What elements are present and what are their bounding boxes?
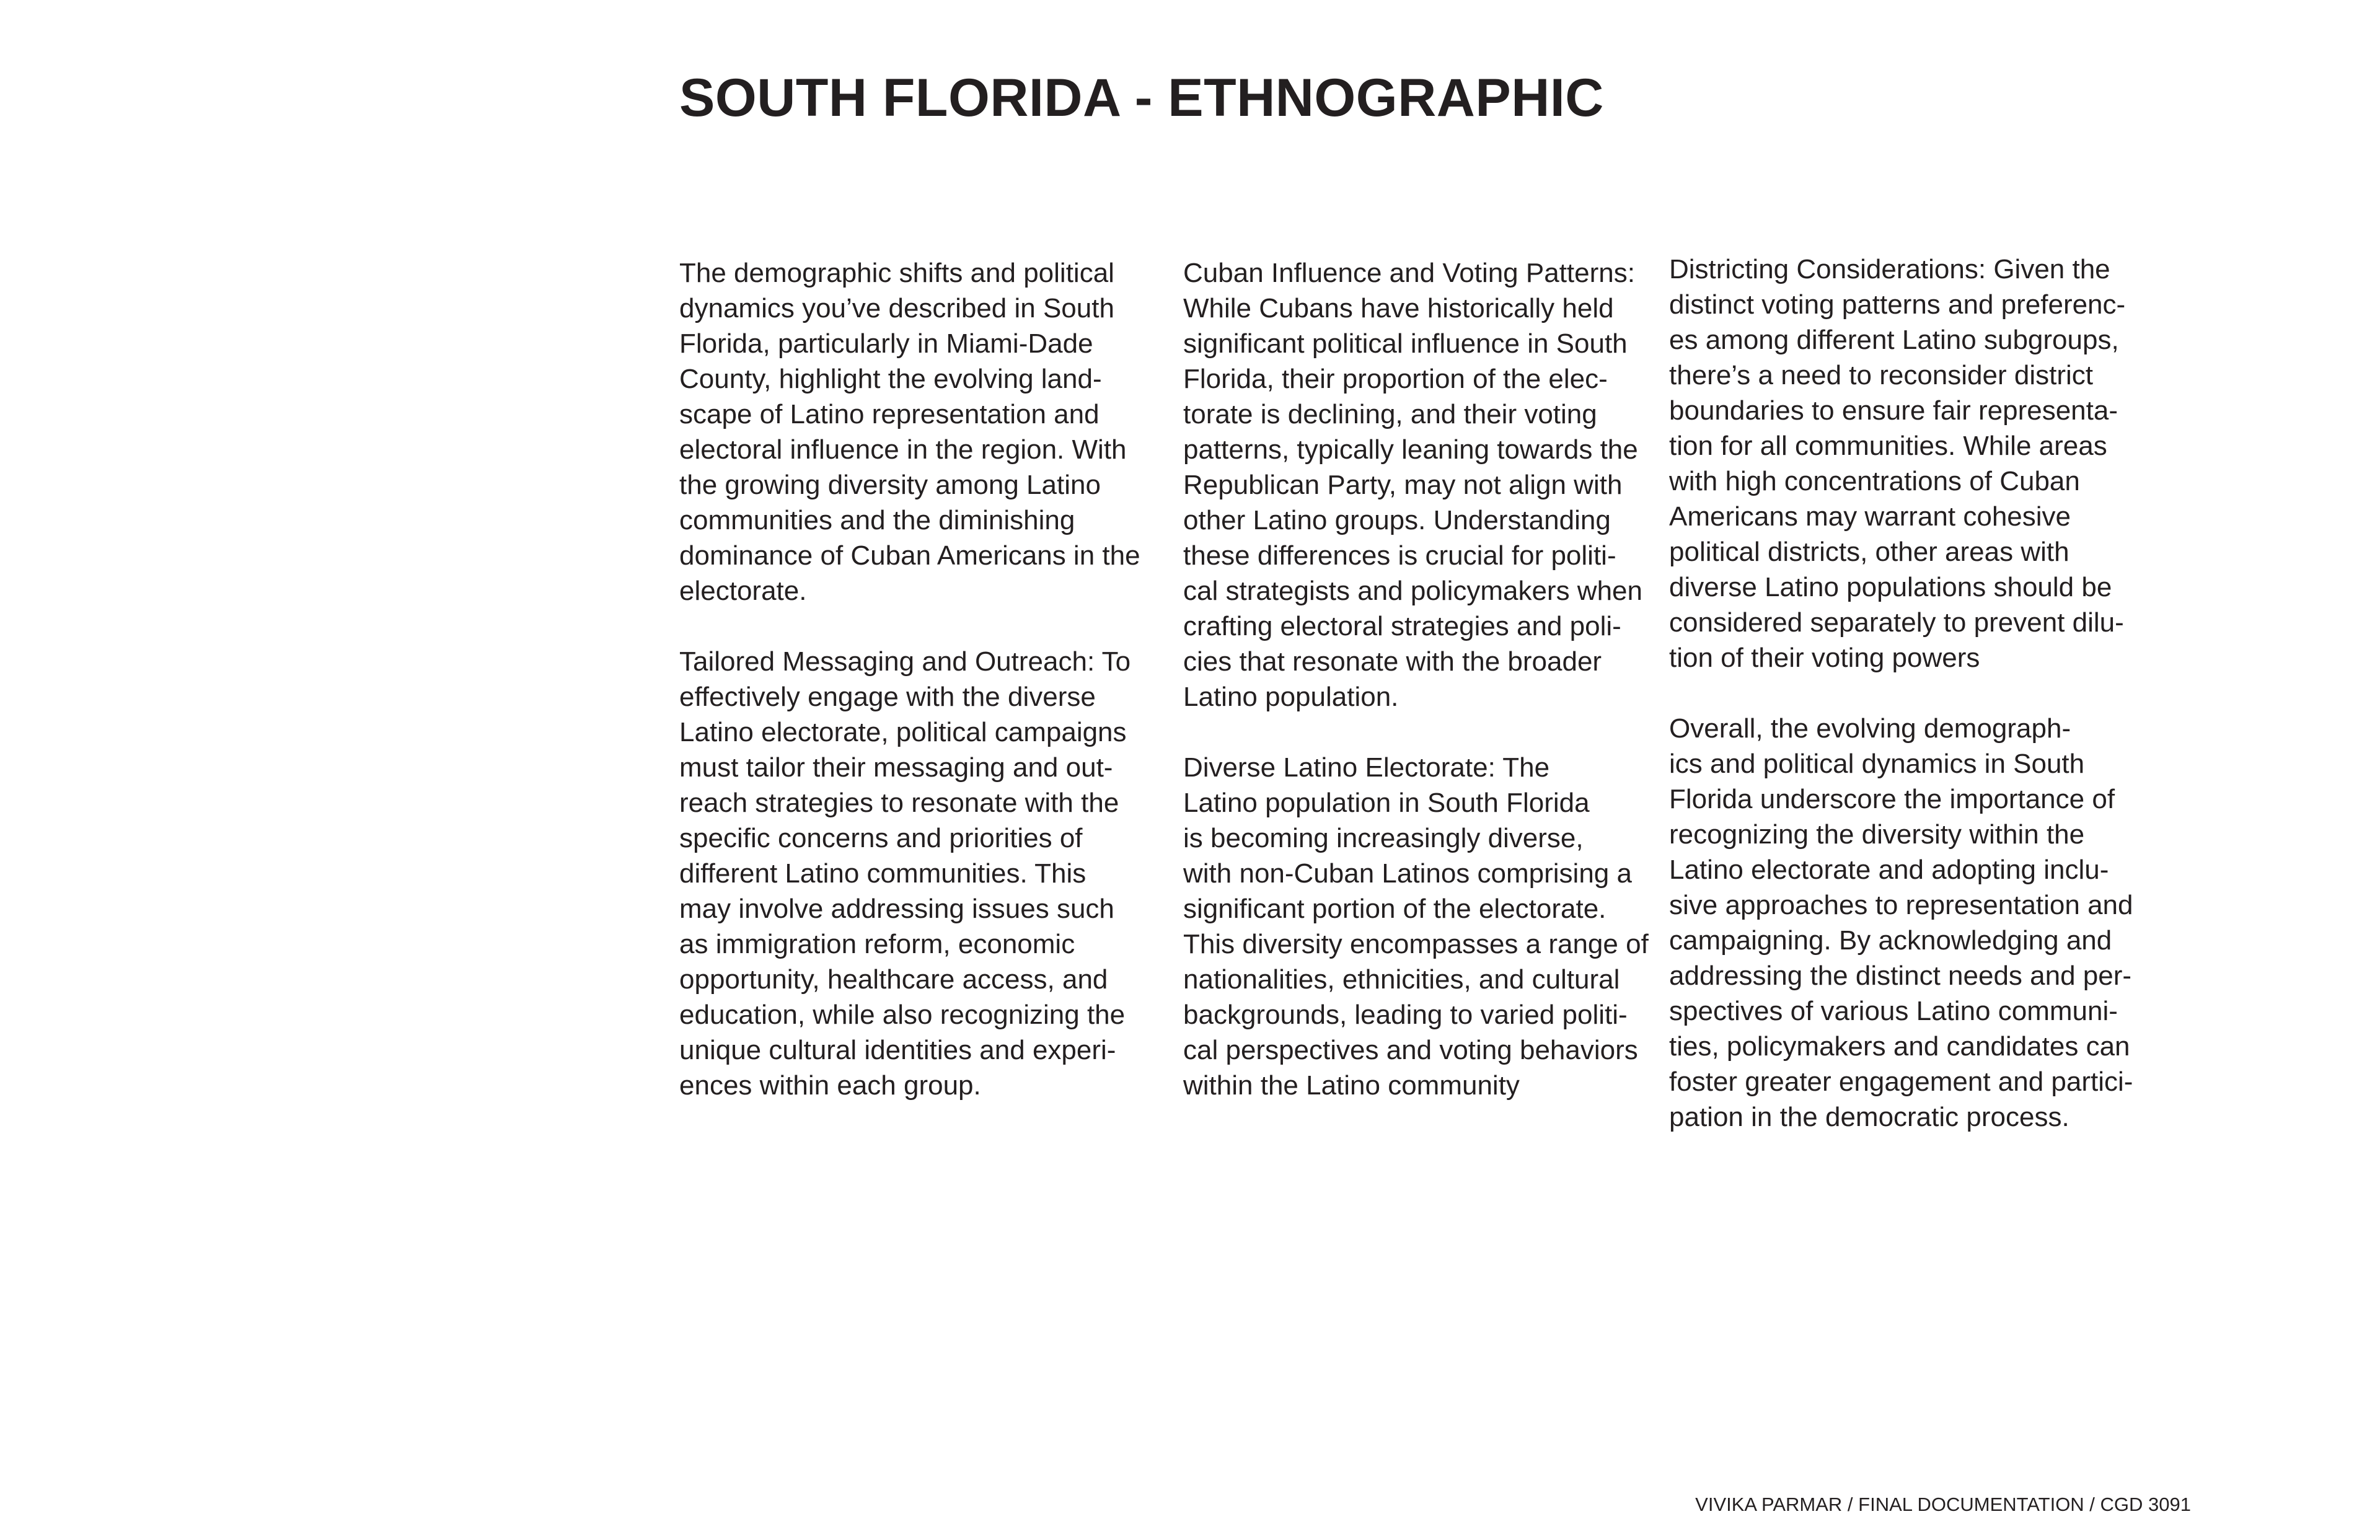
text-line: cal strategists and policymakers when: [1183, 576, 1642, 606]
paragraph: [1183, 255, 1649, 715]
text-line: different Latino communities. This: [679, 858, 1086, 889]
text-line: sive approaches to representation and: [1669, 890, 2133, 920]
text-line: must tailor their messaging and out-: [679, 752, 1113, 783]
text-line: there’s a need to reconsider district: [1669, 360, 2093, 390]
text-line: considered separately to prevent dilu-: [1669, 607, 2124, 638]
text-line: ics and political dynamics in South: [1669, 749, 2085, 779]
text-line: Cuban Influence and Voting Patterns:: [1183, 258, 1635, 288]
text-line: This diversity encompasses a range of: [1183, 929, 1649, 959]
text-line: Americans may warrant cohesive: [1669, 501, 2071, 532]
text-line: may involve addressing issues such: [679, 894, 1114, 924]
paragraph: [679, 644, 1140, 1103]
text-line: Republican Party, may not align with: [1183, 470, 1623, 500]
text-line: with high concentrations of Cuban: [1669, 466, 2080, 496]
text-line: distinct voting patterns and preferenc-: [1669, 289, 2126, 320]
text-line: campaigning. By acknowledging and: [1669, 925, 2112, 956]
text-line: effectively engage with the diverse: [679, 682, 1096, 712]
text-line: is becoming increasingly diverse,: [1183, 823, 1584, 853]
text-line: patterns, typically leaning towards the: [1183, 434, 1638, 465]
text-line: with non-Cuban Latinos comprising a: [1183, 858, 1632, 889]
paragraph-gap: [1183, 715, 1649, 750]
text-line: boundaries to ensure fair representa-: [1669, 395, 2118, 426]
text-line: ties, policymakers and candidates can: [1669, 1031, 2130, 1062]
text-line: crafting electoral strategies and poli-: [1183, 611, 1621, 641]
text-line: Districting Considerations: Given the: [1669, 254, 2110, 284]
text-line: other Latino groups. Understanding: [1183, 505, 1611, 535]
text-line: the growing diversity among Latino: [679, 470, 1101, 500]
text-line: these differences is crucial for politi-: [1183, 540, 1616, 571]
paragraph: [1183, 750, 1649, 1103]
text-column-2: [1183, 255, 1649, 1103]
text-line: diverse Latino populations should be: [1669, 572, 2112, 602]
text-line: backgrounds, leading to varied politi-: [1183, 1000, 1628, 1030]
text-line: unique cultural identities and experi-: [679, 1035, 1116, 1065]
text-line: Diverse Latino Electorate: The: [1183, 752, 1550, 783]
text-line: pation in the democratic process.: [1669, 1102, 2069, 1132]
text-line: electorate.: [679, 576, 807, 606]
text-line: education, while also recognizing the: [679, 1000, 1126, 1030]
page-title: SOUTH FLORIDA - ETHNOGRAPHIC: [679, 68, 1604, 128]
text-line: The demographic shifts and political: [679, 258, 1114, 288]
paragraph: [679, 255, 1140, 609]
text-line: foster greater engagement and partici-: [1669, 1067, 2133, 1097]
text-line: Tailored Messaging and Outreach: To: [679, 646, 1131, 677]
text-line: Florida, particularly in Miami-Dade: [679, 328, 1093, 359]
text-line: spectives of various Latino communi-: [1669, 996, 2118, 1026]
text-line: political districts, other areas with: [1669, 537, 2069, 567]
text-line: Latino electorate and adopting inclu-: [1669, 855, 2109, 885]
text-line: recognizing the diversity within the: [1669, 819, 2085, 850]
paragraph-gap: [679, 609, 1140, 644]
text-line: tion of their voting powers: [1669, 643, 1980, 673]
text-line: Latino electorate, political campaigns: [679, 717, 1127, 747]
text-column-3: [1669, 252, 2133, 1135]
text-line: as immigration reform, economic: [679, 929, 1075, 959]
text-line: ences within each group.: [679, 1070, 981, 1101]
text-line: dynamics you’ve described in South: [679, 293, 1114, 323]
text-line: Latino population in South Florida: [1183, 788, 1590, 818]
text-line: While Cubans have historically held: [1183, 293, 1614, 323]
text-line: nationalities, ethnicities, and cultural: [1183, 964, 1620, 995]
text-line: dominance of Cuban Americans in the: [679, 540, 1140, 571]
footer-credit: VIVIKA PARMAR / FINAL DOCUMENTATION / CGD 3091: [1695, 1494, 2191, 1515]
text-line: significant political influence in South: [1183, 328, 1628, 359]
text-line: Florida, their proportion of the elec-: [1183, 364, 1608, 394]
text-line: cies that resonate with the broader: [1183, 646, 1602, 677]
text-line: Latino population.: [1183, 682, 1399, 712]
text-line: communities and the diminishing: [679, 505, 1075, 535]
text-line: scape of Latino representation and: [679, 399, 1100, 429]
text-line: County, highlight the evolving land-: [679, 364, 1102, 394]
text-line: addressing the distinct needs and per-: [1669, 961, 2132, 991]
text-line: reach strategies to resonate with the: [679, 788, 1119, 818]
paragraph: [1669, 252, 2133, 675]
text-line: electoral influence in the region. With: [679, 434, 1127, 465]
text-line: Florida underscore the importance of: [1669, 784, 2115, 814]
text-column-1: [679, 255, 1140, 1103]
paragraph-gap: [1669, 675, 2133, 711]
text-line: significant portion of the electorate.: [1183, 894, 1606, 924]
paragraph: [1669, 711, 2133, 1135]
text-line: cal perspectives and voting behaviors: [1183, 1035, 1638, 1065]
text-line: es among different Latino subgroups,: [1669, 325, 2119, 355]
text-line: Overall, the evolving demograph-: [1669, 713, 2071, 744]
text-line: tion for all communities. While areas: [1669, 431, 2107, 461]
text-line: specific concerns and priorities of: [679, 823, 1083, 853]
text-line: opportunity, healthcare access, and: [679, 964, 1108, 995]
text-line: torate is declining, and their voting: [1183, 399, 1597, 429]
text-line: within the Latino community: [1183, 1070, 1520, 1101]
